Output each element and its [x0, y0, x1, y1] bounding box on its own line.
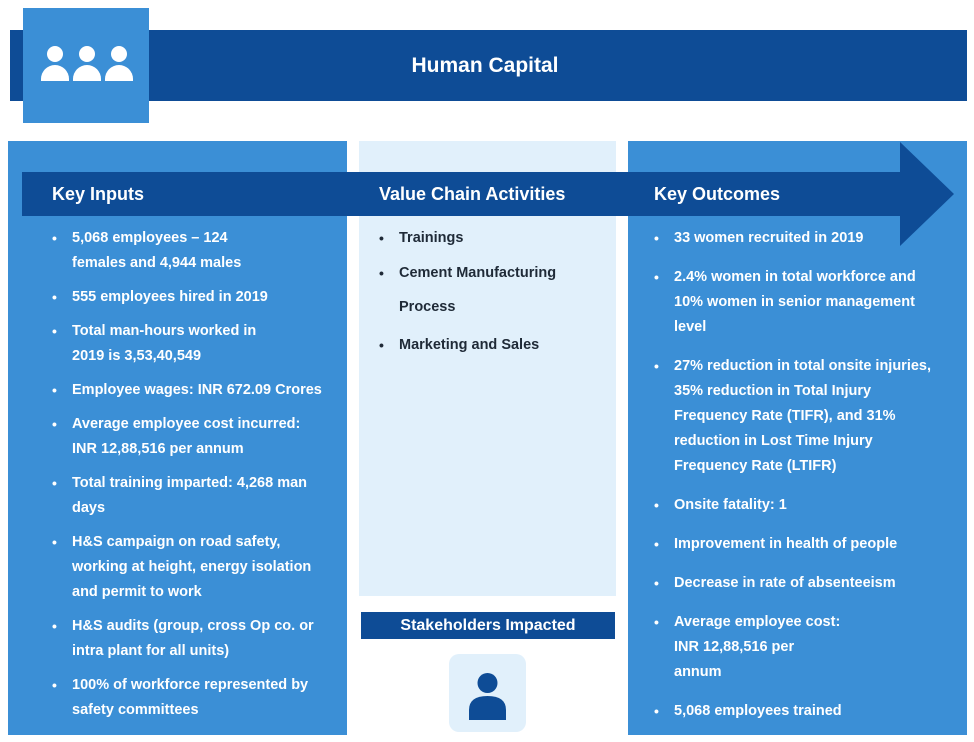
- key-inputs-heading: Key Inputs: [52, 184, 145, 204]
- list-item: • 2.4% women in total workforce and 10% women in senior management level: [654, 265, 944, 340]
- list-item: • Total training imparted: 4,268 man days: [52, 471, 340, 521]
- list-item: • Onsite fatality: 1: [654, 493, 944, 518]
- stakeholder-icon-box: [449, 654, 526, 732]
- list-item: • Employee wages: INR 672.09 Crores: [52, 378, 340, 403]
- list-item: • H&S audits (group, cross Op co. or intra plant for all units): [52, 614, 342, 664]
- list-item: • H&S campaign on road safety, working at height, energy isolation and permit to work: [52, 530, 340, 605]
- list-item: • Marketing and Sales: [379, 333, 599, 358]
- page-title: Human Capital: [411, 54, 559, 77]
- list-item: • Total man-hours worked in 2019 is 3,53,40,549: [52, 319, 292, 369]
- list-item: • 5,068 employees trained: [654, 699, 944, 724]
- list-item: • Trainings: [379, 226, 599, 251]
- list-item: • 100% of workforce represented by safety committees: [52, 673, 317, 723]
- list-item: • 5,068 employees – 124 females and 4,944 males: [52, 226, 272, 276]
- list-item: • Improvement in health of people: [654, 532, 944, 557]
- three-people-icon: [39, 46, 135, 84]
- list-item: • 33 women recruited in 2019: [654, 226, 944, 251]
- human-capital-icon-box: [23, 8, 149, 123]
- list-item: • 27% reduction in total onsite injuries, 35% reduction in Total Injury Frequency Rate (TIFR), and 31% reduction in Lost Time Injury Frequency Rate (LTIFR): [654, 354, 944, 479]
- value-chain-heading: Value Chain Activities: [379, 184, 566, 204]
- key-inputs-list: [52, 226, 340, 732]
- key-outcomes-list: [654, 226, 944, 733]
- value-chain-list: [379, 226, 599, 367]
- list-item: • Average employee cost incurred: INR 12,88,516 per annum: [52, 412, 302, 462]
- list-item: • 555 employees hired in 2019: [52, 285, 340, 310]
- list-item: • Average employee cost: INR 12,88,516 per annum: [654, 610, 844, 685]
- list-item: • Cement Manufacturing Process: [379, 256, 579, 324]
- key-outcomes-heading: Key Outcomes: [654, 184, 781, 204]
- stakeholders-impacted-label: Stakeholders Impacted: [361, 612, 615, 639]
- person-icon: [449, 654, 526, 732]
- list-item: • Decrease in rate of absenteeism: [654, 571, 944, 596]
